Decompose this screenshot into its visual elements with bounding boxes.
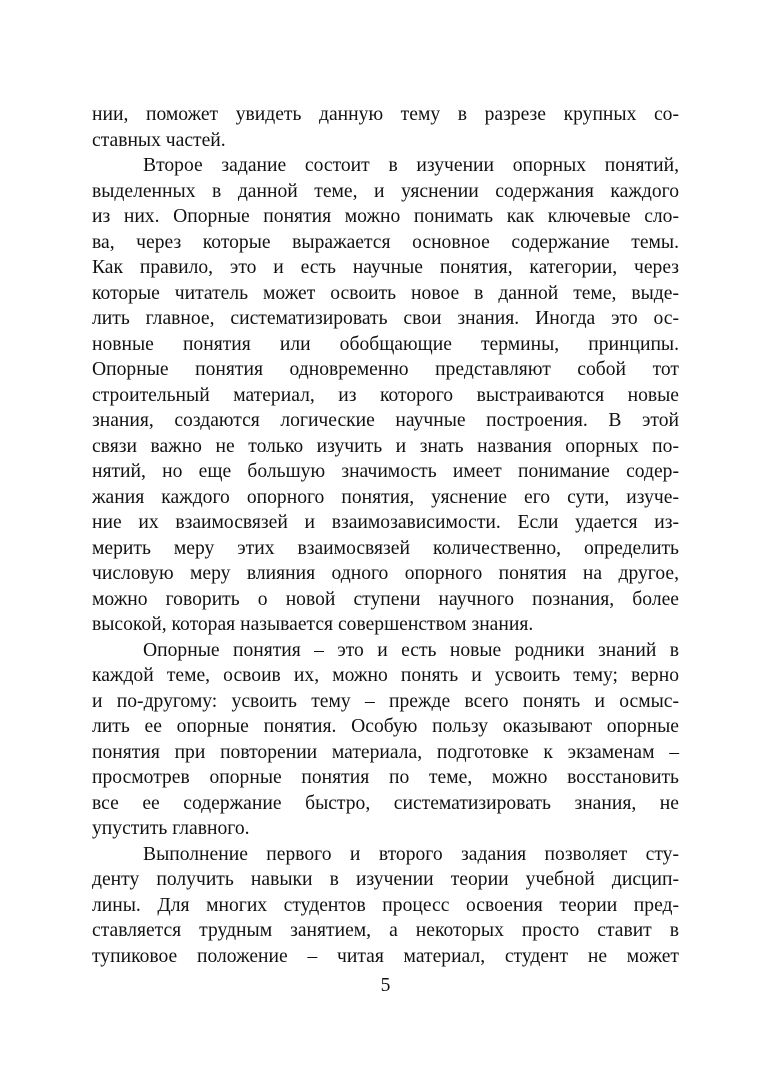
text-line: Опорные понятия – это и есть новые родники знаний в — [143, 639, 679, 661]
text-line: связи важно не только изучить и знать названия опорных по- — [92, 435, 679, 457]
text-line: высокой, которая называется совершенством знания. — [92, 614, 534, 635]
text-line: жания каждого опорного понятия, уяснение его сути, изуче- — [92, 486, 679, 508]
text-line: строительный материал, из которого выстраиваются новые — [92, 384, 679, 406]
text-line: лить ее опорные понятия. Особую пользу оказывают опорные — [92, 716, 679, 737]
text-line: ва, через которые выражается основное содержание темы. — [92, 231, 679, 253]
text-line: которые читатель может освоить новое в данной теме, выде- — [92, 282, 679, 304]
text-line: Как правило, это и есть научные понятия, категории, через — [92, 257, 679, 278]
text-line: ставляется трудным занятием, а некоторых просто ставит в — [92, 920, 679, 941]
text-line: понятия при повторении материала, подготовке к экзаменам – — [92, 741, 679, 763]
text-line: новные понятия или обобщающие термины, принципы. — [92, 333, 679, 355]
text-line: ставных частей. — [92, 129, 226, 151]
text-line: Опорные понятия одновременно представляют собой тот — [92, 359, 679, 380]
text-line: и по-другому: усвоить тему – прежде всего понять и осмыс- — [92, 690, 679, 712]
text-line: просмотрев опорные понятия по теме, можно восстановить — [92, 767, 679, 788]
text-line: каждой теме, освоив их, можно понять и усвоить тему; верно — [92, 665, 679, 686]
text-line: числовую меру влияния одного опорного понятия на другое, — [92, 563, 679, 584]
text-line: Выполнение первого и второго задания позволяет сту- — [143, 843, 679, 865]
text-line: Второе задание состоит в изучении опорных понятий, — [143, 155, 679, 176]
text-line: лины. Для многих студентов процесс освоения теории пред- — [92, 894, 679, 916]
text-line: ние их взаимосвязей и взаимозависимости. Если удается из- — [92, 512, 679, 533]
text-line: денту получить навыки в изучении теории учебной дисцип- — [92, 869, 679, 890]
text-line: можно говорить о новой ступени научного познания, более — [92, 588, 679, 610]
text-line: мерить меру этих взаимосвязей количественно, определить — [92, 537, 679, 559]
page-body — [92, 102, 679, 969]
text-line: все ее содержание быстро, систематизировать знания, не — [92, 792, 679, 814]
page-number: 5 — [380, 975, 391, 996]
text-line: нии, поможет увидеть данную тему в разрезе крупных со- — [92, 104, 679, 125]
text-line: знания, создаются логические научные построения. В этой — [92, 410, 679, 431]
text-line: упустить главного. — [92, 818, 250, 839]
text-line: лить главное, систематизировать свои знания. Иногда это ос- — [92, 308, 679, 329]
text-line: тупиковое положение – читая материал, студент не может — [92, 945, 679, 967]
text-line: нятий, но еще большую значимость имеет понимание содер- — [92, 461, 679, 482]
text-line: из них. Опорные понятия можно понимать как ключевые сло- — [92, 206, 679, 227]
text-line: выделенных в данной теме, и уяснении содержания каждого — [92, 180, 679, 202]
